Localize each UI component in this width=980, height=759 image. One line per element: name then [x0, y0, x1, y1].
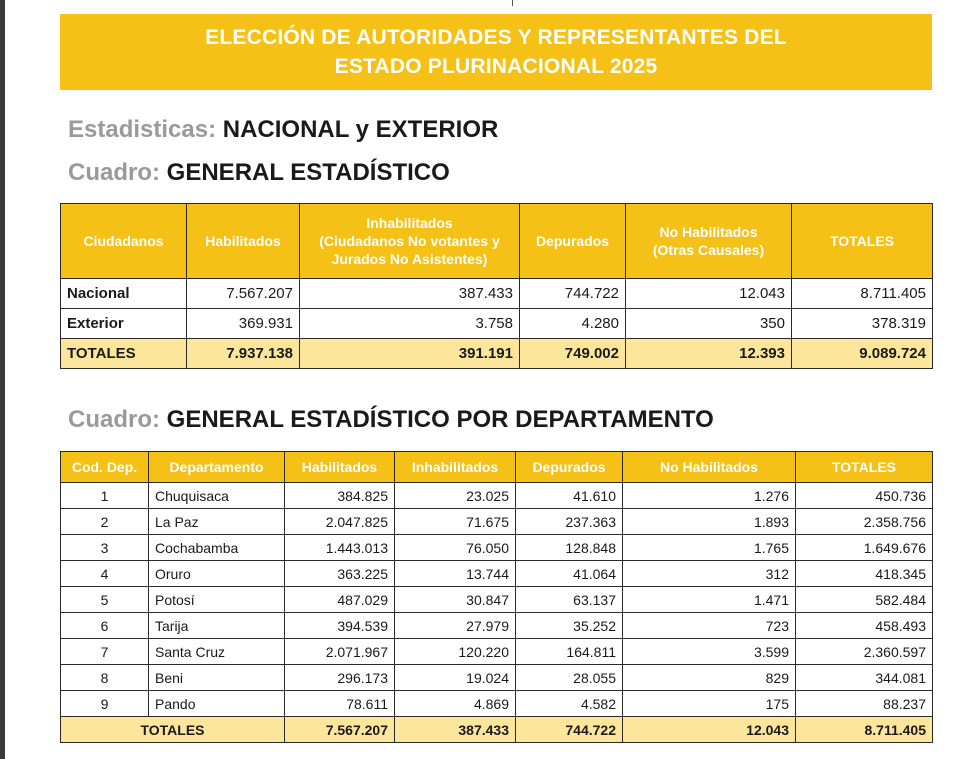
table-cell: 3.599 [623, 639, 796, 665]
table-cell: 8.711.405 [792, 279, 933, 309]
table-cell: 19.024 [395, 665, 516, 691]
top-mark [512, 0, 513, 6]
table-cell: 363.225 [285, 561, 395, 587]
table-cell: 418.345 [796, 561, 933, 587]
table-cell: 4.869 [395, 691, 516, 717]
column-header: Depurados [516, 452, 623, 483]
department-name: Potosí [149, 587, 285, 613]
heading-cuadro-general [68, 159, 450, 187]
heading-title: NACIONAL y EXTERIOR [222, 116, 499, 143]
table-row [61, 483, 933, 509]
table-row [61, 587, 933, 613]
table-cell: 744.722 [520, 279, 626, 309]
heading-estadisticas [68, 116, 498, 144]
heading-title: GENERAL ESTADÍSTICO POR DEPARTAMENTO [166, 406, 714, 433]
total-cell: 7.937.138 [187, 339, 300, 369]
column-header: TOTALES [796, 452, 933, 483]
department-code: 8 [61, 665, 149, 691]
table-cell: 28.055 [516, 665, 623, 691]
table-row [61, 613, 933, 639]
table-cell: 71.675 [395, 509, 516, 535]
department-code: 5 [61, 587, 149, 613]
table-cell: 35.252 [516, 613, 623, 639]
column-header: Ciudadanos [61, 204, 187, 279]
table-cell: 394.539 [285, 613, 395, 639]
column-header: Cod. Dep. [61, 452, 149, 483]
title-banner [60, 14, 932, 90]
column-header: Inhabilitados (Ciudadanos No votantes y Jurados No Asistentes) [300, 204, 520, 279]
table-cell: 4.582 [516, 691, 623, 717]
column-header: No Habilitados (Otras Causales) [626, 204, 792, 279]
table-row [61, 279, 933, 309]
table-cell: 387.433 [300, 279, 520, 309]
department-name: Chuquisaca [149, 483, 285, 509]
table-cell: 1.276 [623, 483, 796, 509]
column-header: Habilitados [187, 204, 300, 279]
table-cell: 2.360.597 [796, 639, 933, 665]
table-cell: 487.029 [285, 587, 395, 613]
row-label: Nacional [61, 279, 187, 309]
total-cell: 9.089.724 [792, 339, 933, 369]
column-header: Depurados [520, 204, 626, 279]
total-cell: 744.722 [516, 717, 623, 743]
heading-prefix: Cuadro: [68, 159, 160, 186]
department-name: Cochabamba [149, 535, 285, 561]
table-cell: 3.758 [300, 309, 520, 339]
row-label: TOTALES [61, 717, 285, 743]
totals-row [61, 717, 933, 743]
column-header: No Habilitados [623, 452, 796, 483]
table-cell: 4.280 [520, 309, 626, 339]
department-code: 1 [61, 483, 149, 509]
table-cell: 1.443.013 [285, 535, 395, 561]
table-cell: 27.979 [395, 613, 516, 639]
column-header: Departamento [149, 452, 285, 483]
left-border [0, 0, 5, 759]
table-header-row [61, 452, 933, 483]
table-row [61, 639, 933, 665]
total-cell: 391.191 [300, 339, 520, 369]
table-cell: 41.064 [516, 561, 623, 587]
table-cell: 2.071.967 [285, 639, 395, 665]
general-stats-table [60, 203, 933, 369]
table-cell: 13.744 [395, 561, 516, 587]
table-row [61, 691, 933, 717]
table-cell: 63.137 [516, 587, 623, 613]
table-row [61, 535, 933, 561]
heading-cuadro-departamento [68, 406, 714, 434]
heading-prefix: Estadisticas: [68, 116, 217, 143]
table-cell: 23.025 [395, 483, 516, 509]
column-header: Inhabilitados [395, 452, 516, 483]
heading-prefix: Cuadro: [68, 406, 160, 433]
total-cell: 7.567.207 [285, 717, 395, 743]
table-cell: 2.358.756 [796, 509, 933, 535]
table-cell: 2.047.825 [285, 509, 395, 535]
table-cell: 384.825 [285, 483, 395, 509]
table-cell: 41.610 [516, 483, 623, 509]
table-row [61, 309, 933, 339]
table-cell: 164.811 [516, 639, 623, 665]
department-name: La Paz [149, 509, 285, 535]
table-cell: 829 [623, 665, 796, 691]
table-row [61, 509, 933, 535]
table-cell: 450.736 [796, 483, 933, 509]
total-cell: 8.711.405 [796, 717, 933, 743]
department-code: 2 [61, 509, 149, 535]
department-stats-table [60, 451, 933, 743]
table-cell: 312 [623, 561, 796, 587]
table-cell: 1.765 [623, 535, 796, 561]
total-cell: 12.043 [623, 717, 796, 743]
table-cell: 12.043 [626, 279, 792, 309]
table-header-row [61, 204, 933, 279]
totals-row [61, 339, 933, 369]
table-cell: 7.567.207 [187, 279, 300, 309]
banner-line-2: ESTADO PLURINACIONAL 2025 [334, 55, 658, 78]
table-cell: 128.848 [516, 535, 623, 561]
table-cell: 120.220 [395, 639, 516, 665]
table-cell: 175 [623, 691, 796, 717]
department-name: Tarija [149, 613, 285, 639]
table-cell: 76.050 [395, 535, 516, 561]
department-code: 4 [61, 561, 149, 587]
department-code: 9 [61, 691, 149, 717]
table-cell: 582.484 [796, 587, 933, 613]
column-header: Habilitados [285, 452, 395, 483]
table-row [61, 665, 933, 691]
table-cell: 1.893 [623, 509, 796, 535]
department-code: 6 [61, 613, 149, 639]
column-header: TOTALES [792, 204, 933, 279]
total-cell: 749.002 [520, 339, 626, 369]
department-name: Santa Cruz [149, 639, 285, 665]
department-code: 7 [61, 639, 149, 665]
department-name: Beni [149, 665, 285, 691]
table-cell: 237.363 [516, 509, 623, 535]
department-code: 3 [61, 535, 149, 561]
heading-title: GENERAL ESTADÍSTICO [166, 159, 450, 186]
banner-line-1: ELECCIÓN DE AUTORIDADES Y REPRESENTANTES DEL [205, 26, 787, 49]
table-cell: 88.237 [796, 691, 933, 717]
table-cell: 723 [623, 613, 796, 639]
table-cell: 296.173 [285, 665, 395, 691]
table-cell: 344.081 [796, 665, 933, 691]
table-row [61, 561, 933, 587]
row-label: Exterior [61, 309, 187, 339]
table-cell: 1.649.676 [796, 535, 933, 561]
table-cell: 30.847 [395, 587, 516, 613]
table-cell: 1.471 [623, 587, 796, 613]
table-cell: 350 [626, 309, 792, 339]
table-cell: 369.931 [187, 309, 300, 339]
table-cell: 458.493 [796, 613, 933, 639]
department-name: Oruro [149, 561, 285, 587]
total-cell: 12.393 [626, 339, 792, 369]
table-cell: 378.319 [792, 309, 933, 339]
row-label: TOTALES [61, 339, 187, 369]
department-name: Pando [149, 691, 285, 717]
total-cell: 387.433 [395, 717, 516, 743]
table-cell: 78.611 [285, 691, 395, 717]
